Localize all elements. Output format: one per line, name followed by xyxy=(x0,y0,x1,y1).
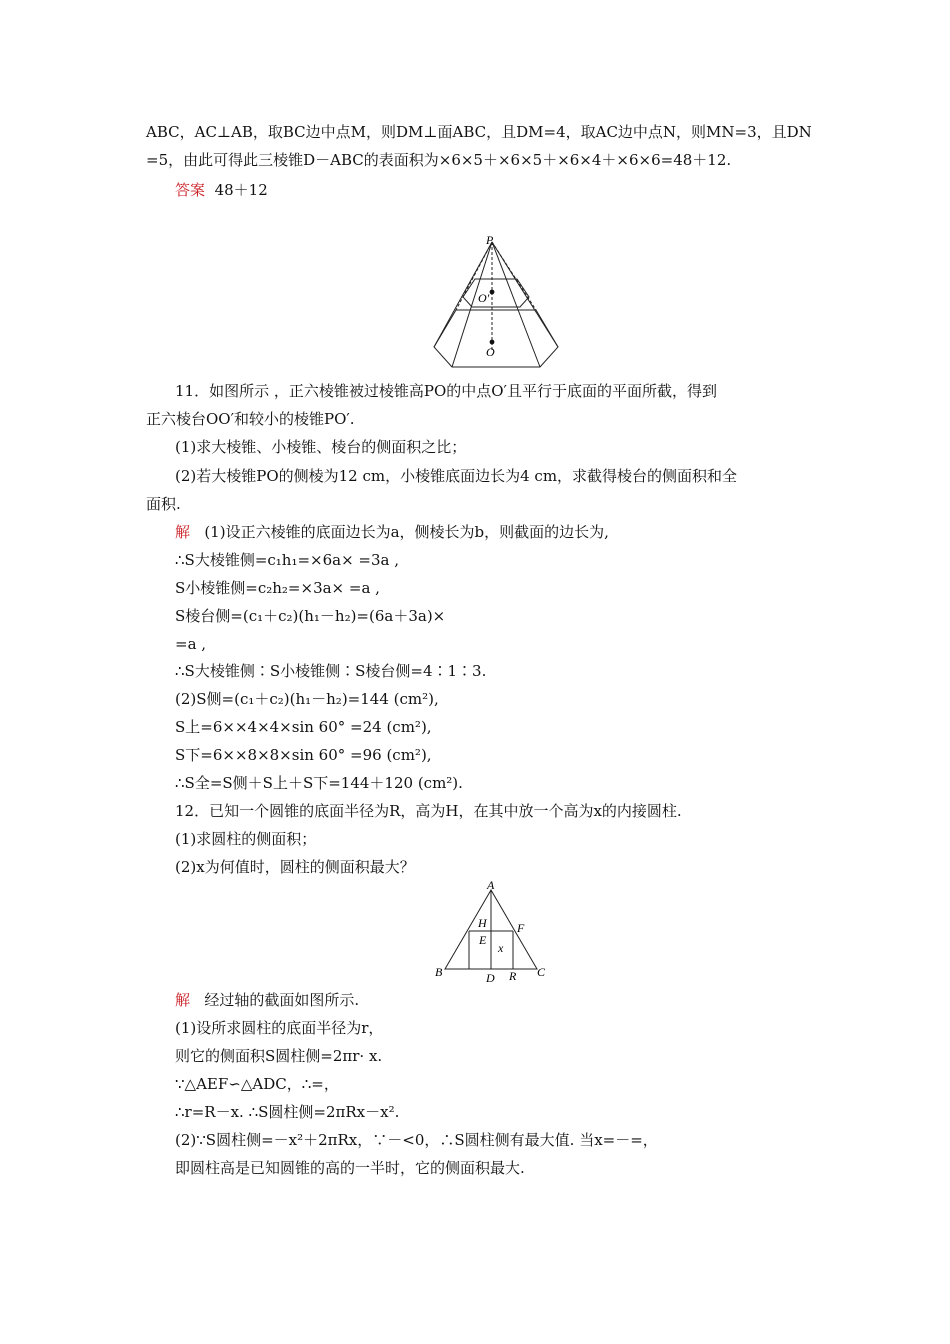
q12-part2: (2)x为何值时，圆柱的侧面积最大？ xyxy=(175,858,415,876)
text-line: =5，由此可得此三棱锥D－ABC的表面积为×6×5＋×6×5＋×6×4＋×6×6=48＋12. xyxy=(146,151,732,169)
solution2-line: (2)∵S圆柱侧=－x²＋2πRx，∵－<0，∴S圆柱侧有最大值. 当x=－=， xyxy=(175,1131,658,1149)
solution2-text: 经过轴的截面如图所示. xyxy=(204,991,360,1009)
text-line: ABC，AC⊥AB，取BC边中点M，则DM⊥面ABC，且DM=4，取AC边中点N，则MN=3，且DN xyxy=(146,123,812,141)
solution-line: =a , xyxy=(175,635,207,653)
label-e: E xyxy=(479,933,487,947)
label-p: P xyxy=(486,233,494,247)
label-r: R xyxy=(509,969,517,983)
solution2-line: ∵△AEF∽△ADC，∴=， xyxy=(175,1075,339,1093)
solution-line: S下=6××8×8×sin 60° =96 (cm²), xyxy=(175,746,432,764)
label-d: D xyxy=(486,971,495,985)
solution2-line: 即圆柱高是已知圆锥的高的一半时，它的侧面积最大. xyxy=(175,1159,525,1177)
solution-line xyxy=(175,522,609,542)
label-c: C xyxy=(537,965,546,979)
solution2-line xyxy=(175,990,359,1010)
answer-line xyxy=(175,180,268,200)
label-h: H xyxy=(478,916,487,930)
solution2-line: 则它的侧面积S圆柱侧=2πr· x. xyxy=(175,1047,383,1065)
solution2-line: (1)设所求圆柱的底面半径为r， xyxy=(175,1019,384,1037)
solution-label: 解 xyxy=(175,523,191,541)
solution-line: ∴S大棱锥侧=c₁h₁=×6a× =3a , xyxy=(175,551,400,569)
label-o-prime: O′ xyxy=(478,291,490,305)
pyramid-figure xyxy=(430,232,562,372)
q11-part2: 面积. xyxy=(146,495,181,513)
q11-line: 正六棱台OO′和较小的棱锥PO′. xyxy=(146,410,355,428)
solution-text: (1)设正六棱锥的底面边长为a，侧棱长为b，则截面的边长为, xyxy=(204,523,609,541)
solution-line: ∴S大棱锥侧∶S小棱锥侧∶S棱台侧=4∶1∶3. xyxy=(175,662,487,680)
answer-label: 答案 xyxy=(175,181,206,199)
solution-line: S上=6××4×4×sin 60° =24 (cm²), xyxy=(175,718,432,736)
label-x: x xyxy=(498,941,504,955)
label-f: F xyxy=(517,921,525,935)
q12-part1: (1)求圆柱的侧面积； xyxy=(175,830,317,848)
solution-line: S棱台侧=(c₁＋c₂)(h₁－h₂)=(6a＋3a)× xyxy=(175,607,446,625)
q11-part1: (1)求大棱锥、小棱锥、棱台的侧面积之比； xyxy=(175,438,467,456)
label-o: O xyxy=(486,345,495,359)
label-a: A xyxy=(487,880,495,892)
q11-part2: (2)若大棱锥PO的侧棱为12 cm，小棱锥底面边长为4 cm，求截得棱台的侧面积和全 xyxy=(175,467,738,485)
solution-line: ∴S全=S侧＋S上＋S下=144＋120 (cm²). xyxy=(175,774,463,792)
answer-value: 48＋12 xyxy=(214,181,268,199)
q12-line: 12．已知一个圆锥的底面半径为R，高为H，在其中放一个高为x的内接圆柱. xyxy=(175,802,682,820)
solution2-line: ∴r=R－x. ∴S圆柱侧=2πRx－x². xyxy=(175,1103,400,1121)
solution-line: S小棱锥侧=c₂h₂=×3a× =a , xyxy=(175,579,380,597)
q11-line: 11．如图所示 ，正六棱锥被过棱锥高PO的中点O′且平行于底面的平面所截，得到 xyxy=(175,382,717,400)
solution-line: (2)S侧=(c₁＋c₂)(h₁－h₂)=144 (cm²), xyxy=(175,690,439,708)
cone-section-figure xyxy=(433,880,549,986)
label-b: B xyxy=(435,965,443,979)
solution2-label: 解 xyxy=(175,991,191,1009)
